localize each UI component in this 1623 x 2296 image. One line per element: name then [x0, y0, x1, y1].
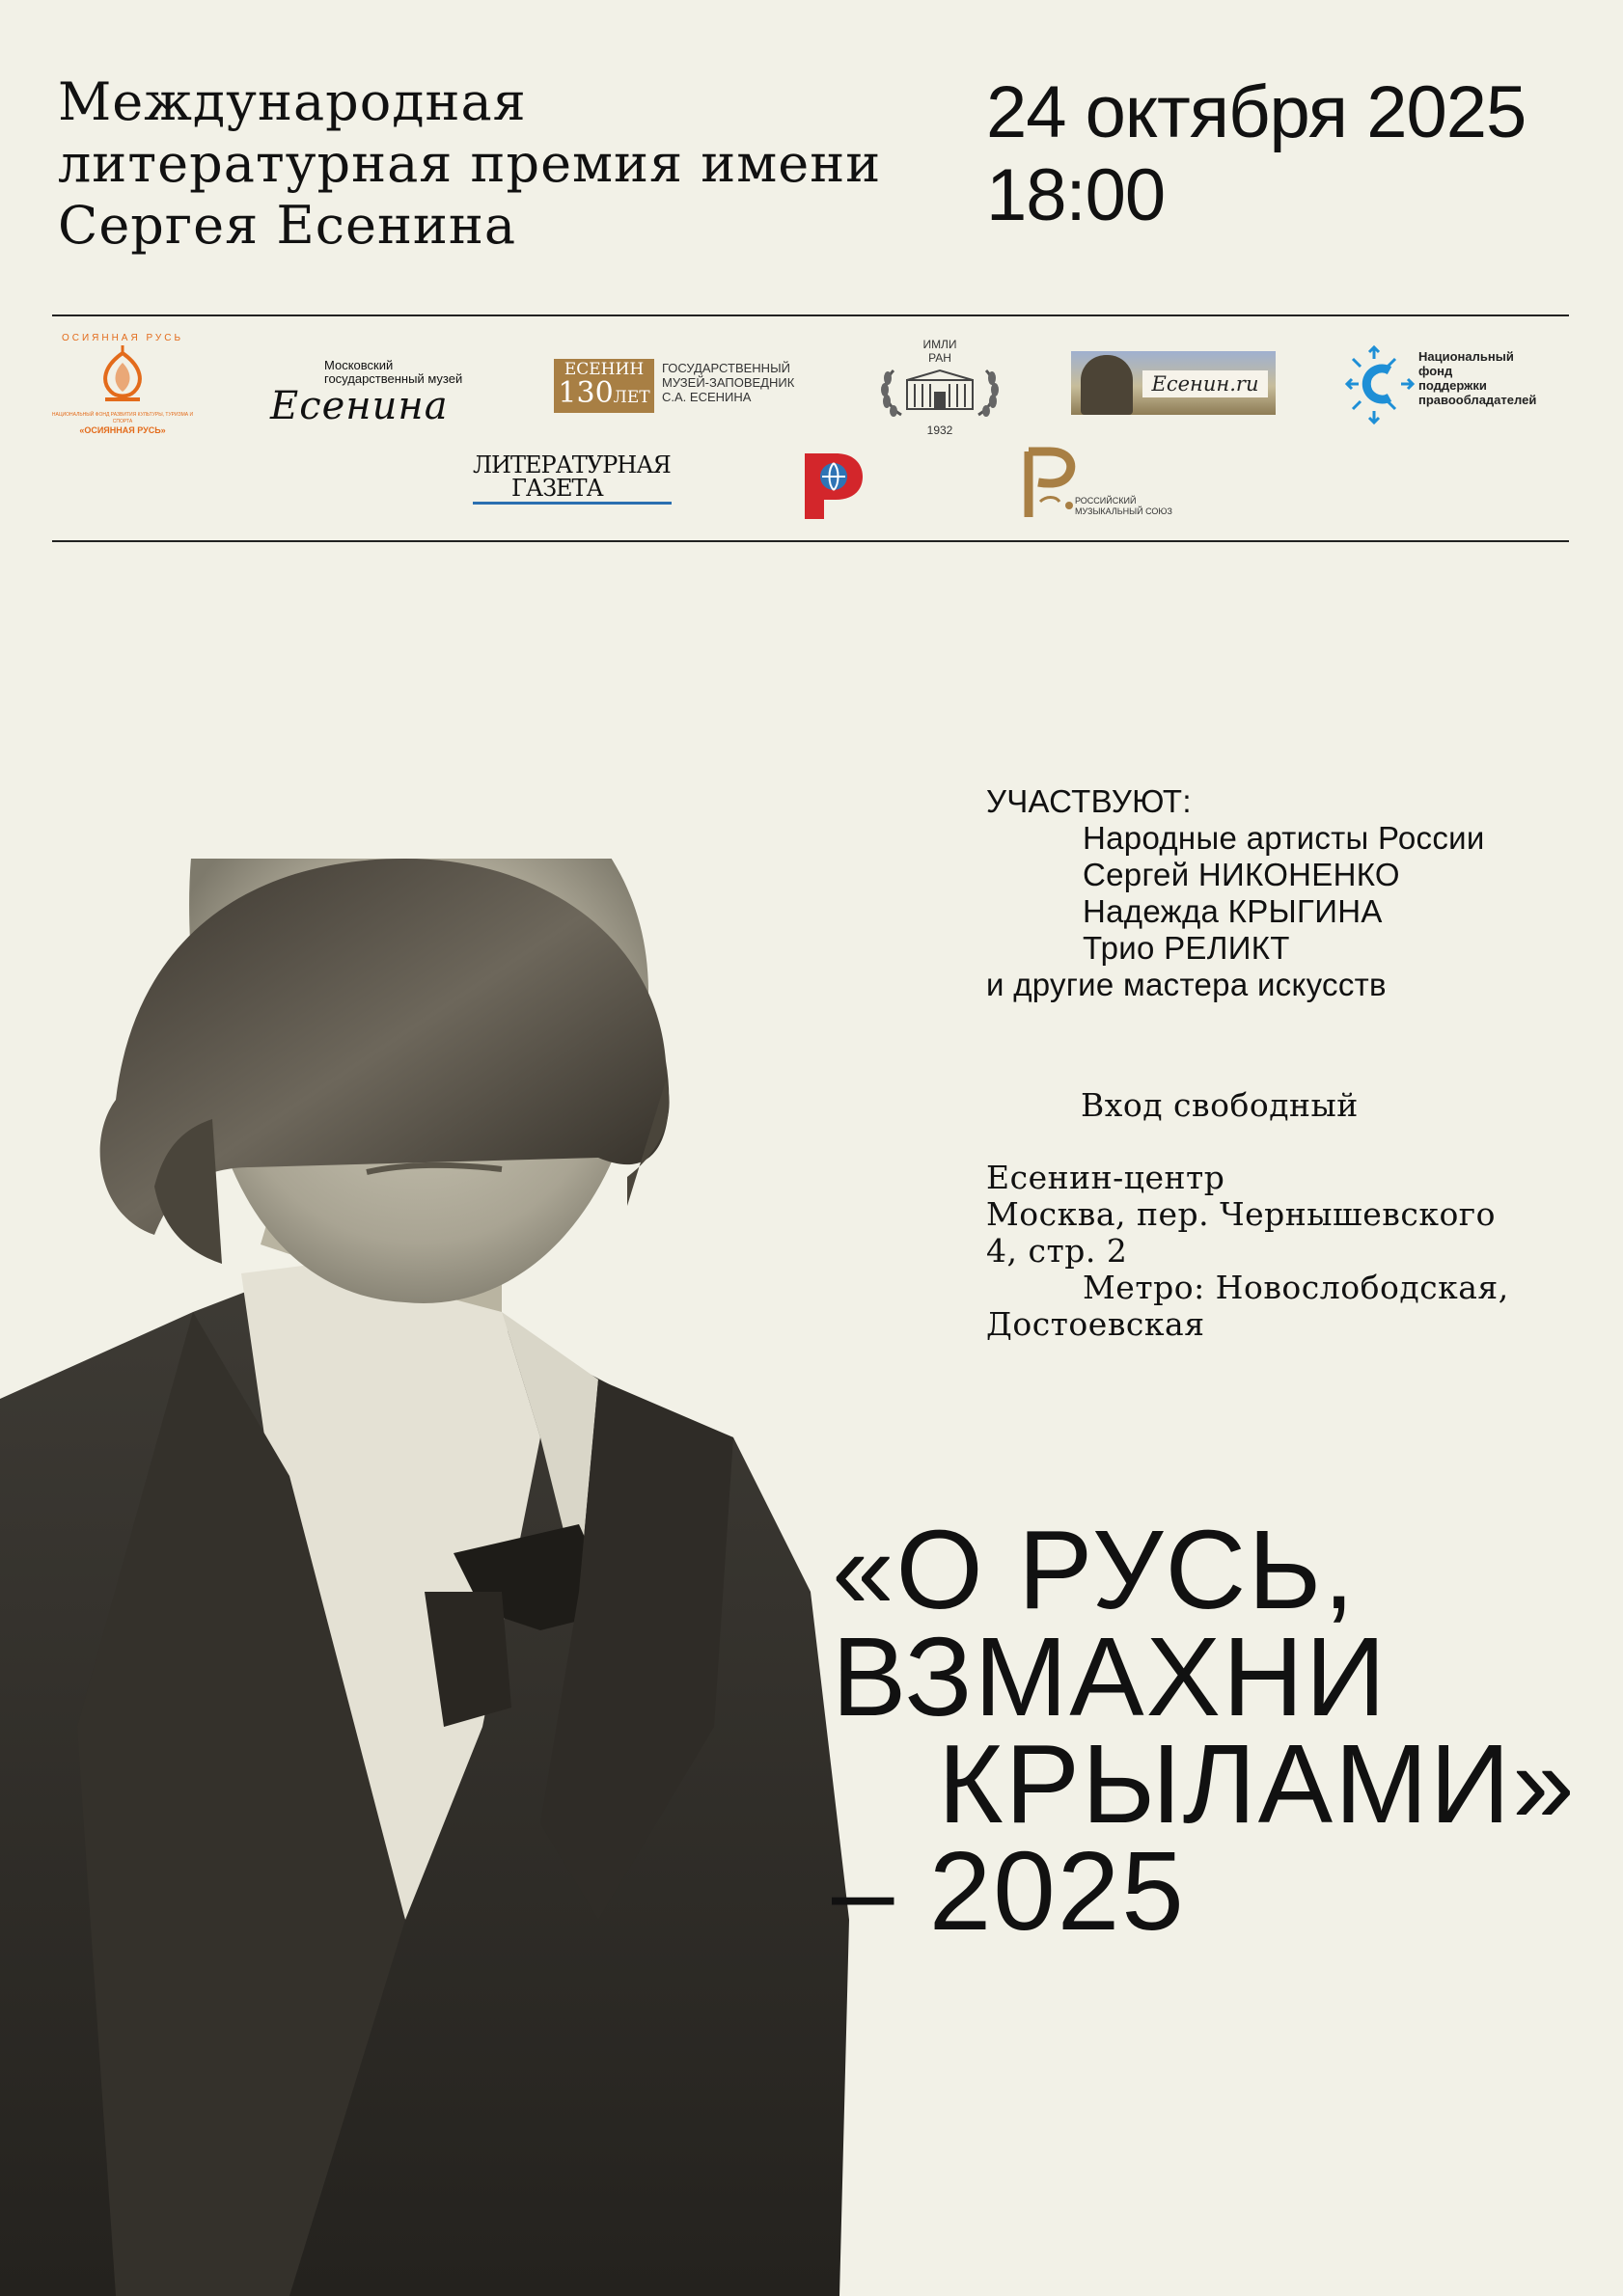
- divider-top: [52, 314, 1569, 316]
- event-time: 18:00: [986, 154, 1166, 236]
- address-line-5: Достоевская: [986, 1305, 1205, 1343]
- prize-title-line-3: Сергея Есенина: [58, 195, 517, 256]
- address-line-4: Метро: Новослободская,: [1083, 1269, 1509, 1306]
- fund-c-arrows-icon: [1341, 342, 1418, 428]
- logo-esenin-130-text: [662, 361, 794, 404]
- logo-litgazeta-line-2: ГАЗЕТА: [511, 475, 603, 502]
- logo-esenin-ru-label: Есенин.ru: [1142, 370, 1268, 397]
- address-line-1: Есенин-центр: [986, 1159, 1225, 1196]
- event-date: 24 октября 2025: [986, 71, 1527, 153]
- logo-esenin-130-badge: [554, 359, 654, 413]
- logo-esenin-130-badge-number: 130: [558, 376, 614, 410]
- logo-esenin-ru: [1071, 351, 1276, 415]
- rms-r-icon: [1021, 446, 1079, 521]
- prize-title-line-1: Международная: [58, 71, 527, 132]
- address-block: [986, 1160, 1509, 1343]
- logo-museum-script: Есенина: [270, 384, 449, 428]
- esenin-portrait-image: [0, 859, 897, 2296]
- logo-red-r: [801, 450, 867, 519]
- logo-national-fund: [1341, 342, 1563, 428]
- logo-imli-line-2: РАН: [928, 351, 951, 365]
- event-datetime: [986, 71, 1526, 237]
- event-title-line-3: КРЫЛАМИ»: [938, 1721, 1577, 1846]
- prize-title: [58, 71, 881, 257]
- participants-heading: УЧАСТВУЮТ:: [986, 783, 1192, 819]
- logo-rms-line-1: РОССИЙСКИЙ: [1075, 496, 1137, 506]
- event-title-line-1: «О РУСЬ,: [832, 1507, 1357, 1632]
- logo-esenin-130-badge-years: ЛЕТ: [613, 388, 650, 407]
- onion-dome-icon: [94, 343, 151, 405]
- participants-line-3: Надежда КРЫГИНА: [1083, 893, 1383, 929]
- address-line-2: Москва, пер. Чернышевского: [986, 1195, 1496, 1233]
- logo-esenin-museum: [270, 359, 482, 426]
- logo-fund-text: [1418, 349, 1536, 407]
- participants-block: [986, 783, 1485, 1003]
- logo-imli-ran: [872, 338, 1007, 437]
- laurel-building-icon: [872, 365, 1007, 419]
- divider-bottom: [52, 540, 1569, 542]
- logo-rms-line-2: МУЗЫКАЛЬНЫЙ СОЮЗ: [1075, 506, 1172, 516]
- event-title: [832, 1507, 1577, 1954]
- logo-osiyannaya-rus: [50, 333, 195, 449]
- logo-rms-text: [1075, 496, 1172, 517]
- logo-esenin-130-line-1: ГОСУДАРСТВЕННЫЙ: [662, 361, 790, 375]
- logo-fund-line-3: поддержки: [1418, 378, 1487, 393]
- logo-fund-line-1: Национальный: [1418, 349, 1514, 364]
- prize-title-line-2: литературная премия имени: [58, 133, 882, 194]
- logo-imli-line-1: ИМЛИ: [922, 338, 957, 351]
- address-line-3: 4, стр. 2: [986, 1232, 1128, 1270]
- logo-literaturnaya-gazeta: [473, 453, 672, 507]
- logo-russian-music-union: [1021, 446, 1185, 521]
- logo-osiyannaya-arc-text: ОСИЯННАЯ РУСЬ: [61, 333, 184, 343]
- logo-esenin-130-line-3: С.А. ЕСЕНИНА: [662, 390, 752, 404]
- logo-museum-top-2: государственный музей: [324, 371, 463, 386]
- logo-imli-year: 1932: [926, 424, 953, 437]
- logo-esenin-130: [554, 359, 805, 413]
- logo-litgazeta-underline: [473, 502, 672, 505]
- logo-litgazeta-line-1: ЛИТЕРАТУРНАЯ: [473, 451, 671, 478]
- logo-fund-line-4: правообладателей: [1418, 393, 1537, 407]
- event-title-line-2: ВЗМАХНИ: [832, 1614, 1389, 1739]
- entry-info: Вход свободный: [1081, 1086, 1359, 1124]
- logo-esenin-130-line-2: МУЗЕЙ-ЗАПОВЕДНИК: [662, 375, 795, 390]
- logo-fund-line-2: фонд: [1418, 364, 1453, 378]
- red-r-globe-icon: [801, 450, 867, 519]
- logo-osiyannaya-name: «ОСИЯННАЯ РУСЬ»: [79, 425, 166, 435]
- participants-line-1: Народные артисты России: [1083, 820, 1485, 856]
- logo-osiyannaya-subtitle: НАЦИОНАЛЬНЫЙ ФОНД РАЗВИТИЯ КУЛЬТУРЫ, ТУРИЗМА И СПОРТА: [51, 412, 194, 424]
- participants-line-4: Трио РЕЛИКТ: [1083, 930, 1290, 966]
- participants-line-2: Сергей НИКОНЕНКО: [1083, 857, 1400, 892]
- participants-line-5: и другие мастера искусств: [986, 967, 1387, 1002]
- logo-museum-top-1: Московский: [324, 358, 394, 372]
- logo-esenin-130-badge-name: ЕСЕНИН: [564, 360, 645, 379]
- esenin-thumbnail-portrait: [1081, 355, 1133, 415]
- event-title-line-4: – 2025: [832, 1828, 1186, 1954]
